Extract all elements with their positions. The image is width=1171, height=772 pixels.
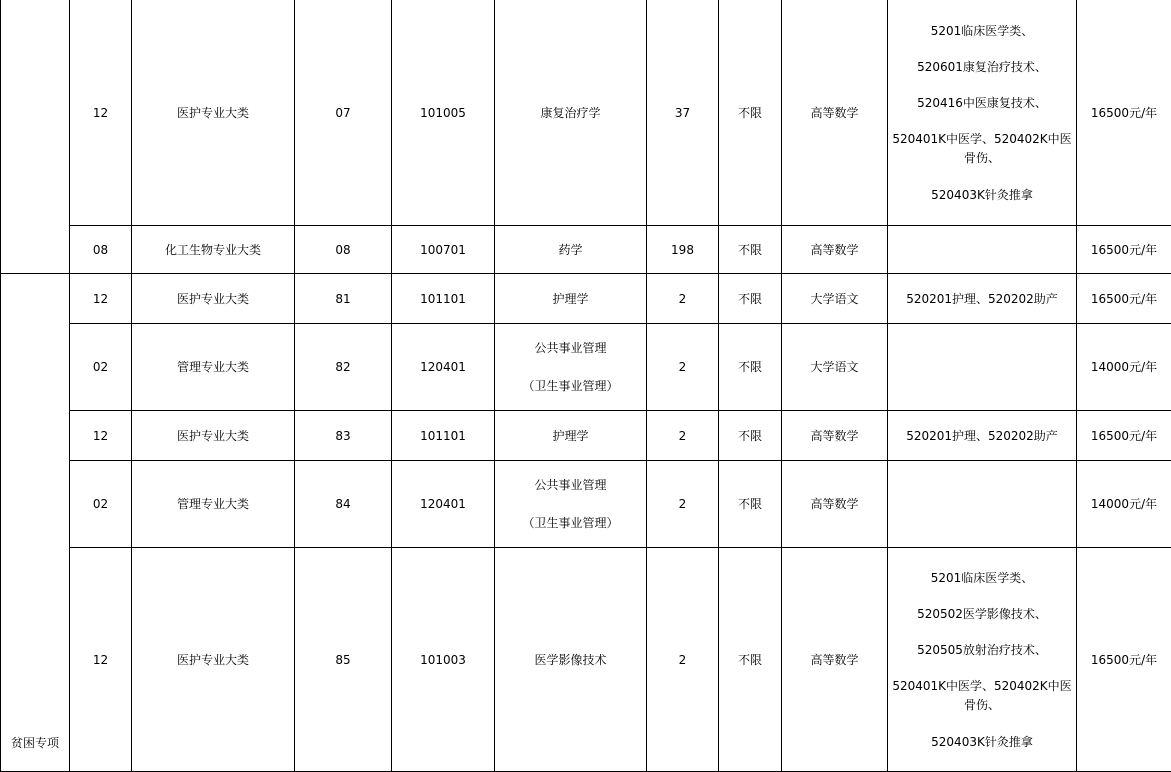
major-cell: 药学 — [495, 226, 647, 274]
fee-cell: 16500元/年 — [1077, 548, 1171, 772]
major-name-list — [499, 329, 642, 405]
requirement-list — [892, 560, 1072, 760]
requirement-cell — [888, 324, 1077, 411]
requirement-item: 520401K中医学、520402K中医骨伤、 — [892, 130, 1072, 168]
plan-count-cell: 2 — [647, 324, 719, 411]
major-cell — [495, 0, 647, 226]
category-code-cell: 12 — [70, 0, 132, 226]
requirement-cell — [888, 0, 1077, 226]
exam-subject-cell: 高等数学 — [782, 411, 888, 461]
limit-cell: 不限 — [719, 226, 782, 274]
category-cell: 化工生物专业大类 — [132, 226, 295, 274]
category-cell: 管理专业大类 — [132, 324, 295, 411]
plan-count-cell: 2 — [647, 461, 719, 548]
table-row — [1, 461, 1171, 548]
requirement-list — [892, 13, 1072, 213]
plan-count-cell: 37 — [647, 0, 719, 226]
number-cell: 82 — [295, 324, 392, 411]
limit-cell: 不限 — [719, 324, 782, 411]
fee-cell: 16500元/年 — [1077, 274, 1171, 324]
major-cell — [495, 324, 647, 411]
requirement-item: 520601康复治疗技术、 — [917, 57, 1047, 77]
exam-subject-cell: 高等数学 — [782, 0, 888, 226]
category-code-cell: 12 — [70, 411, 132, 461]
requirement-item: 5201临床医学类、 — [931, 21, 1034, 41]
table-row — [1, 411, 1171, 461]
major-code-cell: 101101 — [392, 274, 495, 324]
group-cell: 贫困专项 — [1, 274, 70, 772]
major-code-cell: 101005 — [392, 0, 495, 226]
fee-cell: 16500元/年 — [1077, 411, 1171, 461]
category-cell: 管理专业大类 — [132, 461, 295, 548]
limit-cell: 不限 — [719, 274, 782, 324]
table-row — [1, 0, 1171, 226]
requirement-cell — [888, 461, 1077, 548]
major-name: 康复治疗学 — [499, 103, 642, 123]
limit-cell: 不限 — [719, 461, 782, 548]
fee-cell: 16500元/年 — [1077, 226, 1171, 274]
fee-cell: 16500元/年 — [1077, 0, 1171, 226]
fee-cell: 14000元/年 — [1077, 324, 1171, 411]
exam-subject-cell: 大学语文 — [782, 274, 888, 324]
major-subtitle: （卫生事业管理） — [522, 376, 618, 396]
table-row — [1, 274, 1171, 324]
major-code-cell: 101003 — [392, 548, 495, 772]
category-code-cell: 12 — [70, 548, 132, 772]
number-cell: 85 — [295, 548, 392, 772]
group-cell — [1, 0, 70, 274]
requirement-item: 520403K针灸推拿 — [931, 732, 1033, 752]
fee-cell: 14000元/年 — [1077, 461, 1171, 548]
category-code-cell: 12 — [70, 274, 132, 324]
table-row — [1, 548, 1171, 772]
major-name-list — [499, 466, 642, 542]
requirement-item: 520401K中医学、520402K中医骨伤、 — [892, 677, 1072, 715]
category-code-cell: 02 — [70, 461, 132, 548]
exam-subject-cell: 高等数学 — [782, 461, 888, 548]
requirement-item: 520505放射治疗技术、 — [917, 640, 1047, 660]
plan-count-cell: 2 — [647, 548, 719, 772]
limit-cell: 不限 — [719, 0, 782, 226]
major-name: 公共事业管理 — [534, 338, 606, 358]
exam-subject-cell: 大学语文 — [782, 324, 888, 411]
major-cell: 医学影像技术 — [495, 548, 647, 772]
requirement-item: 520502医学影像技术、 — [917, 604, 1047, 624]
category-cell: 医护专业大类 — [132, 274, 295, 324]
plan-count-cell: 198 — [647, 226, 719, 274]
major-subtitle: （卫生事业管理） — [522, 513, 618, 533]
category-cell: 医护专业大类 — [132, 411, 295, 461]
exam-subject-cell: 高等数学 — [782, 548, 888, 772]
major-cell: 护理学 — [495, 274, 647, 324]
category-cell: 医护专业大类 — [132, 0, 295, 226]
category-code-cell: 02 — [70, 324, 132, 411]
major-name: 公共事业管理 — [534, 475, 606, 495]
number-cell: 07 — [295, 0, 392, 226]
category-cell: 医护专业大类 — [132, 548, 295, 772]
number-cell: 84 — [295, 461, 392, 548]
requirement-item: 520416中医康复技术、 — [917, 93, 1047, 113]
number-cell: 08 — [295, 226, 392, 274]
requirement-cell — [888, 548, 1077, 772]
number-cell: 81 — [295, 274, 392, 324]
major-code-cell: 120401 — [392, 461, 495, 548]
major-code-cell: 120401 — [392, 324, 495, 411]
major-cell — [495, 461, 647, 548]
number-cell: 83 — [295, 411, 392, 461]
table-row — [1, 324, 1171, 411]
category-code-cell: 08 — [70, 226, 132, 274]
table-row — [1, 226, 1171, 274]
requirement-cell: 520201护理、520202助产 — [888, 274, 1077, 324]
exam-subject-cell: 高等数学 — [782, 226, 888, 274]
major-code-cell: 101101 — [392, 411, 495, 461]
plan-count-cell: 2 — [647, 274, 719, 324]
limit-cell: 不限 — [719, 411, 782, 461]
plan-count-cell: 2 — [647, 411, 719, 461]
major-code-cell: 100701 — [392, 226, 495, 274]
requirement-cell: 520201护理、520202助产 — [888, 411, 1077, 461]
requirement-item: 5201临床医学类、 — [931, 568, 1034, 588]
requirement-cell — [888, 226, 1077, 274]
requirement-item: 520403K针灸推拿 — [931, 185, 1033, 205]
limit-cell: 不限 — [719, 548, 782, 772]
major-cell: 护理学 — [495, 411, 647, 461]
